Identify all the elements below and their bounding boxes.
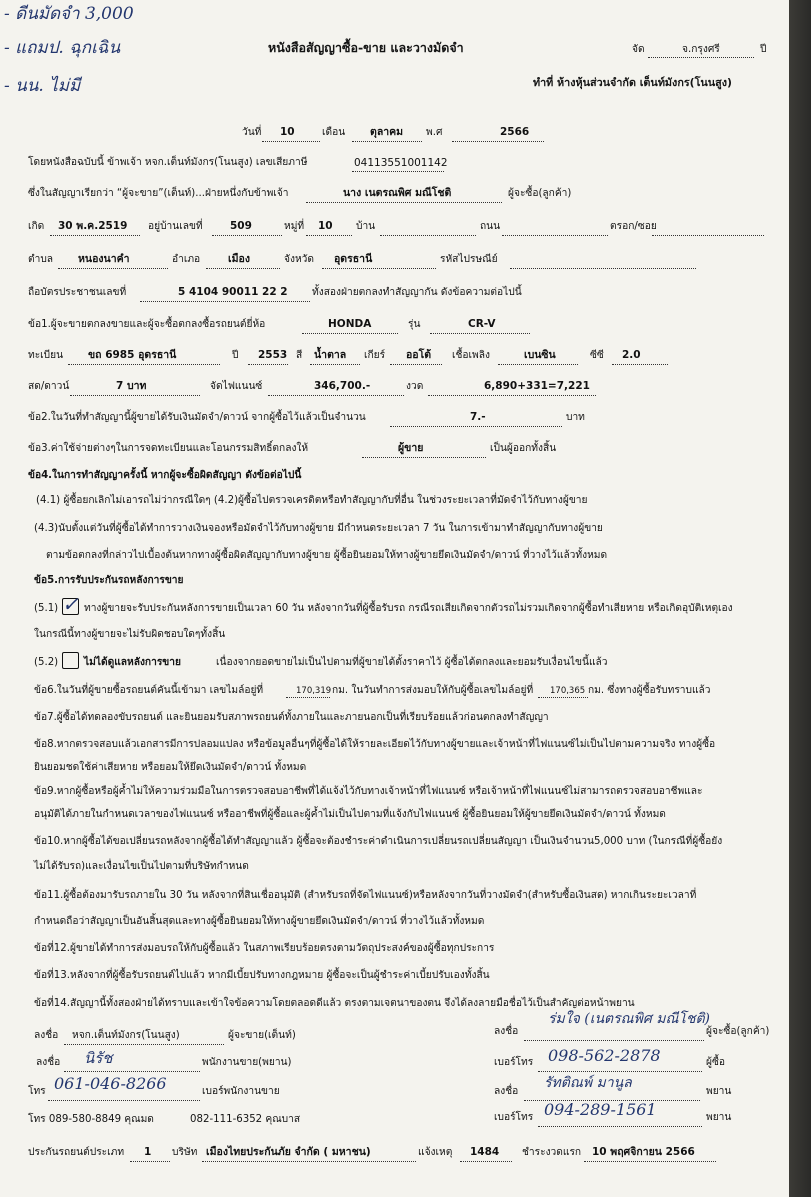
- model-label: รุ่น: [408, 319, 421, 330]
- witness-phone-role: พยาน: [706, 1112, 732, 1123]
- buyer-phone: 098-562-2878: [548, 1046, 661, 1065]
- document-title: หนังสือสัญญาซื้อ-ขาย และวางมัดจำ: [268, 40, 464, 55]
- background-edge: [789, 0, 811, 1197]
- location-label: จัด: [632, 44, 645, 55]
- seller-sign-label: ลงชื่อ: [34, 1030, 59, 1041]
- moo-value: 10: [318, 220, 333, 232]
- year-label: พ.ศ: [426, 127, 443, 138]
- note-none: - นน. ไม่มี: [4, 76, 81, 96]
- insurance-company: เมืองไทยประกันภัย จำกัด ( มหาชน): [206, 1146, 371, 1158]
- id-number: 5 4104 90011 22 2: [178, 286, 288, 298]
- finance-value: 346,700.-: [314, 380, 371, 392]
- car-year: 2553: [258, 349, 288, 361]
- buyer-role: ผู้จะซื้อ(ลูกค้า): [706, 1026, 770, 1037]
- born-value: 30 พ.ค.2519: [58, 220, 128, 232]
- fuel-label: เชื้อเพลิง: [452, 350, 490, 361]
- note-deposit: - ดีนมัดจำ 3,000: [4, 4, 134, 24]
- location-value: จ.กรุงศรี: [682, 44, 720, 55]
- clause13-text: ข้อที่13.หลังจากที่ผู้ซื้อรับรถยนต์ไปแล้ว หากมีเบี้ยปรับทางกฎหมาย ผู้ซื้อจะเป็นผู้ชำระค่าเบี้ยปรับเองทั้งสิ้น: [34, 970, 490, 981]
- buyer-sign-label: ลงชื่อ: [494, 1026, 519, 1037]
- buyer-name: นาง เนตรณพิศ มณีโชติ: [343, 187, 452, 199]
- option52-number: (5.2): [34, 657, 59, 668]
- staff-phone: 061-046-8266: [54, 1074, 167, 1093]
- clause7-text: ข้อ7.ผู้ซื้อได้ทดลองขับรถยนต์ และยินยอมรับสภาพรถยนต์ทั้งภายในและภายนอกเป็นที่เรียบร้อยแล้วก่อนตกลงทำสัญญา: [34, 712, 549, 723]
- option52-checkbox[interactable]: [62, 652, 79, 669]
- first-payment-date: 10 พฤศจิกายน 2566: [592, 1146, 695, 1158]
- mileage-out: 170,365: [550, 686, 586, 696]
- color-label: สี: [296, 350, 303, 361]
- insurance-label: ประกันรถยนต์ประเภท: [28, 1147, 125, 1158]
- clause4-title: ข้อ4.ในการทำสัญญาครั้งนี้ หากผู้จะซื้อผิดสัญญา ดังข้อต่อไปนี้: [28, 470, 302, 481]
- clause12-text: ข้อที่12.ผู้ขายได้ทำการส่งมอบรถให้กับผู้ซื้อแล้ว ในสภาพเรียบร้อยตรงตามวัตถุประสงค์ของผู้ซื้อทุกประการ: [34, 943, 495, 954]
- staff-signature: นิรัช: [84, 1049, 113, 1067]
- clause4-line3: ตามข้อตกลงที่กล่าวไปเบื้องต้นหากทางผู้ซื้อผิดสัญญากับทางผู้ขาย ผู้ซื้อยินยอมให้ทางผู้ขายยึดเงินมัดจำ/ดาวน์ ที่วางไว้แล้วทั้งหมด: [46, 550, 608, 561]
- clause10-line1: ข้อ10.หากผู้ซื้อได้ขอเปลี่ยนรถหลังจากผู้ซื้อได้ทำสัญญาแล้ว ผู้ซื้อจะต้องชำระค่าดำเนินการเปลี่ยนรถเปลี่ยนสัญญา เป็นเงินจำนวน5,000 บาท (ในกรณีที่ผู้ซื้อยัง: [34, 836, 723, 847]
- claim-phone: 1484: [470, 1146, 500, 1158]
- clause9-line1: ข้อ9.หากผู้ซื้อหรือผู้ค้ำไม่ให้ความร่วมมือในการตรวจสอบอาชีพที่ได้แจ้งไว้กับทางเจ้าหน้าที่ไฟแนนซ์ หรือเจ้าหน้าที่ไฟแนนซ์ไม่สามารถตรวจสอบอาชีพและ: [34, 786, 703, 797]
- down-label: สด/ดาวน์: [28, 381, 70, 392]
- province-value: อุดรธานี: [334, 253, 373, 265]
- clause5-title: ข้อ5.การรับประกันรถหลังการขาย: [34, 575, 184, 586]
- claim-label: แจ้งเหตุ: [418, 1147, 453, 1158]
- clause6-part-a: ข้อ6.ในวันที่ผู้ขายซื้อรถยนต์คันนี้เข้ามา เลขไมล์อยู่ที่: [34, 685, 264, 696]
- province-label: จังหวัด: [284, 254, 314, 265]
- option51-line1: ทางผู้ขายจะรับประกันหลังการขายเป็นเวลา 60 วัน หลังจากวันที่ผู้ซื้อรับรถ กรณีรถเสียเกิดจากตัวรถไม่รวมเกิดจากผู้ซื้อทำเสียหาย หรือเกิดอุบัติเหตุเอง: [84, 603, 733, 614]
- option52-text: เนื่องจากยอดขายไม่เป็นไปตามที่ผู้ขายได้ตั้งราคาไว้ ผู้ซื้อได้ตกลงและยอมรับเงื่อนไขนี้แล้ว: [216, 657, 608, 668]
- district-label: อำเภอ: [172, 254, 201, 265]
- district-value: เมือง: [228, 253, 250, 265]
- clause8-line1: ข้อ8.หากตรวจสอบแล้วเอกสารมีการปลอมแปลง หรือข้อมูลอื่นๆที่ผู้ซื้อได้ให้รายละเอียดไว้กับทางผู้ขายและเจ้าหน้าที่ไฟแนนซ์ไม่เป็นไปตามความจริง ทางผู้ซื้อ: [34, 739, 716, 750]
- subdistrict-value: หนองนาคำ: [78, 253, 130, 265]
- car-reg: ขถ 6985 อุดรธานี: [88, 349, 177, 361]
- staff-role: พนักงานขาย(พยาน): [202, 1057, 292, 1068]
- day-label: วันที่: [242, 127, 262, 138]
- clause3-party: ผู้ขาย: [398, 442, 424, 454]
- gear-label: เกียร์: [364, 350, 386, 361]
- clause11-line2: กำหนดถือว่าสัญญาเป็นอันสิ้นสุดและทางผู้ซื้อยินยอมให้ทางผู้ขายยึดเงินมัดจำ/ดาวน์ ที่วางไว้แล้วทั้งหมด: [34, 916, 485, 927]
- clause9-line2: อนุมัติได้ภายในกำหนดเวลาของไฟแนนซ์ หรืออาชีพที่ผู้ซื้อและผู้ค้ำไม่เป็นไปตามที่แจ้งกับไฟแนนซ์ ผู้ซื้อยินยอมให้ผู้ขายยึดเงินมัดจำ/ดาวน์ ทั้งหมด: [34, 809, 666, 820]
- insurance-company-label: บริษัท: [172, 1147, 198, 1158]
- car-model: CR-V: [468, 318, 496, 330]
- day-value: 10: [280, 126, 295, 138]
- moo-label: หมู่ที่: [284, 221, 305, 232]
- id-suffix: ทั้งสองฝ่ายตกลงทำสัญญากัน ดังข้อความต่อไปนี้: [312, 287, 522, 298]
- location-suffix: ปี: [760, 44, 767, 55]
- postal-label: รหัสไปรษณีย์: [440, 254, 498, 265]
- car-fuel: เบนซิน: [524, 349, 556, 361]
- finance-label: จัดไฟแนนซ์: [210, 381, 263, 392]
- mileage-in: 170,319: [296, 686, 332, 696]
- tax-id: 04113551001142: [354, 157, 448, 169]
- installment-label: งวด: [406, 381, 424, 392]
- born-label: เกิด: [28, 221, 45, 232]
- insurance-type: 1: [144, 1146, 152, 1158]
- staff-phone-prefix: โทร: [28, 1086, 46, 1097]
- house-value: 509: [230, 220, 252, 232]
- soi-label: ตรอก/ซอย: [610, 221, 657, 232]
- car-color: น้ำตาล: [314, 349, 347, 361]
- car-cc: 2.0: [622, 349, 641, 361]
- clause2-amount: 7.-: [470, 411, 486, 423]
- witness-signature: รัทติณพ์ มานูล: [544, 1075, 632, 1091]
- clause14-text: ข้อที่14.สัญญานี้ทั้งสองฝ่ายได้ทราบและเข้าใจข้อความโดยตลอดดีแล้ว ตรงตามเจตนาของตน จึงได้ลงลายมือชื่อไว้เป็นสำคัญต่อหน้าพยาน: [34, 998, 635, 1009]
- cc-label: ซีซี: [590, 350, 604, 361]
- first-payment-label: ชำระงวดแรก: [522, 1147, 582, 1158]
- staff-phone-label: เบอร์พนักงานขาย: [202, 1086, 280, 1097]
- clause2-text: ข้อ2.ในวันที่ทำสัญญานี้ผู้ขายได้รับเงินมัดจำ/ดาวน์ จากผู้ซื้อไว้แล้วเป็นจำนวน: [28, 412, 366, 423]
- clause2-unit: บาท: [566, 412, 585, 423]
- contact-1: โทร 089-580-8849 คุณมด: [28, 1114, 154, 1125]
- month-value: ตุลาคม: [370, 126, 404, 138]
- car-gear: ออโต้: [406, 349, 432, 361]
- written-at: ทำที่ ห้างหุ้นส่วนจำกัด เต็นท์มังกร(โนนสูง): [533, 76, 732, 89]
- car-brand: HONDA: [328, 318, 372, 330]
- village-label: บ้าน: [356, 221, 376, 232]
- clause8-line2: ยินยอมชดใช้ค่าเสียหาย หรือยอมให้ยึดเงินมัดจำ/ดาวน์ ทั้งหมด: [34, 762, 307, 773]
- party-intro: โดยหนังสือฉบับนี้ ข้าพเจ้า หจก.เต็นท์มังกร(โนนสูง) เลขเสียภาษี: [28, 157, 308, 168]
- road-label: ถนน: [480, 221, 501, 232]
- option51-number: (5.1): [34, 603, 59, 614]
- clause3-text: ข้อ3.ค่าใช้จ่ายต่างๆในการจดทะเบียนและโอนกรรมสิทธิ์ตกลงให้: [28, 443, 309, 454]
- buyer-phone-suffix: ผู้ซื้อ: [706, 1057, 726, 1068]
- down-value: 7 บาท: [116, 380, 147, 392]
- clause4-line2: (4.3)นับตั้งแต่วันที่ผู้ซื้อได้ทำการวางเงินจองหรือมัดจำไว้กับทางผู้ขาย มีกำหนดระยะเวลา 7 วัน ในการเข้ามาทำสัญญากับทางผู้ขาย: [34, 523, 603, 534]
- clause1-text: ข้อ1.ผู้จะขายตกลงขายและผู้จะซื้อตกลงซื้อรถยนต์ยี่ห้อ: [28, 319, 266, 330]
- installment-value: 6,890+331=7,221: [484, 380, 590, 392]
- witness-phone: 094-289-1561: [544, 1100, 657, 1119]
- witness-phone-label: เบอร์โทร: [494, 1112, 534, 1123]
- year-label-car: ปี: [232, 350, 239, 361]
- reg-label: ทะเบียน: [28, 350, 64, 361]
- buyer-suffix: ผู้จะซื้อ(ลูกค้า): [508, 188, 572, 199]
- note-gift: - แถมป. ฉุกเฉิน: [4, 38, 121, 58]
- clause3-suffix: เป็นผู้ออกทั้งสิ้น: [490, 443, 557, 454]
- buyer-label: ซึ่งในสัญญาเรียกว่า “ผู้จะขาย”(เต็นท์)...ฝ่ายหนึ่งกับข้าพเจ้า: [28, 188, 289, 199]
- id-label: ถือบัตรประชาชนเลขที่: [28, 287, 127, 298]
- house-label: อยู่บ้านเลขที่: [148, 221, 203, 232]
- seller-name: หจก.เต็นท์มังกร(โนนสูง): [72, 1030, 180, 1041]
- seller-role: ผู้จะขาย(เต็นท์): [228, 1030, 296, 1041]
- witness-role: พยาน: [706, 1086, 732, 1097]
- witness-sign-label: ลงชื่อ: [494, 1086, 519, 1097]
- clause6-part-b: กม. ในวันทำการส่งมอบให้กับผู้ซื้อเลขไมล์อยู่ที่: [332, 685, 534, 696]
- contact-2: 082-111-6352 คุณบาส: [190, 1114, 301, 1125]
- buyer-signature: ร่มใจ (เนตรณพิศ มณีโชติ): [548, 1011, 711, 1027]
- clause10-line2: ไม่ได้รับรถ)และเงื่อนไขเป็นไปตามที่บริษัทกำหนด: [34, 861, 249, 872]
- subdistrict-label: ตำบล: [28, 254, 54, 265]
- buyer-phone-label: เบอร์โทร: [494, 1057, 534, 1068]
- option52-title: ไม่ได้ดูแลหลังการขาย: [84, 657, 181, 668]
- month-label: เดือน: [322, 127, 346, 138]
- clause4-line1: (4.1) ผู้ซื้อยกเลิกไม่เอารถไม่ว่ากรณีใดๆ (4.2)ผู้ซื้อไปตรวจเครดิตหรือทำสัญญากับที่อื่น ในช่วงระยะเวลาที่มัดจำไว้กับทางผู้ขาย: [36, 495, 588, 506]
- clause6-part-c: กม. ซึ่งทางผู้ซื้อรับทราบแล้ว: [588, 685, 711, 696]
- clause11-line1: ข้อ11.ผู้ซื้อต้องมารับรถภายใน 30 วัน หลังจากที่สินเชื่ออนุมัติ (สำหรับรถที่จัดไฟแนนซ์)หรือหลังจากวันที่วางมัดจำ(สำหรับซื้อเงินสด) หากเกินระยะเวลาที่: [34, 890, 697, 901]
- checkmark-icon: ✓: [62, 592, 79, 616]
- option51-line2: ในกรณีนี้ทางผู้ขายจะไม่รับผิดชอบใดๆทั้งสิ้น: [34, 629, 226, 640]
- staff-sign-label: ลงชื่อ: [36, 1057, 61, 1068]
- year-value: 2566: [500, 126, 530, 138]
